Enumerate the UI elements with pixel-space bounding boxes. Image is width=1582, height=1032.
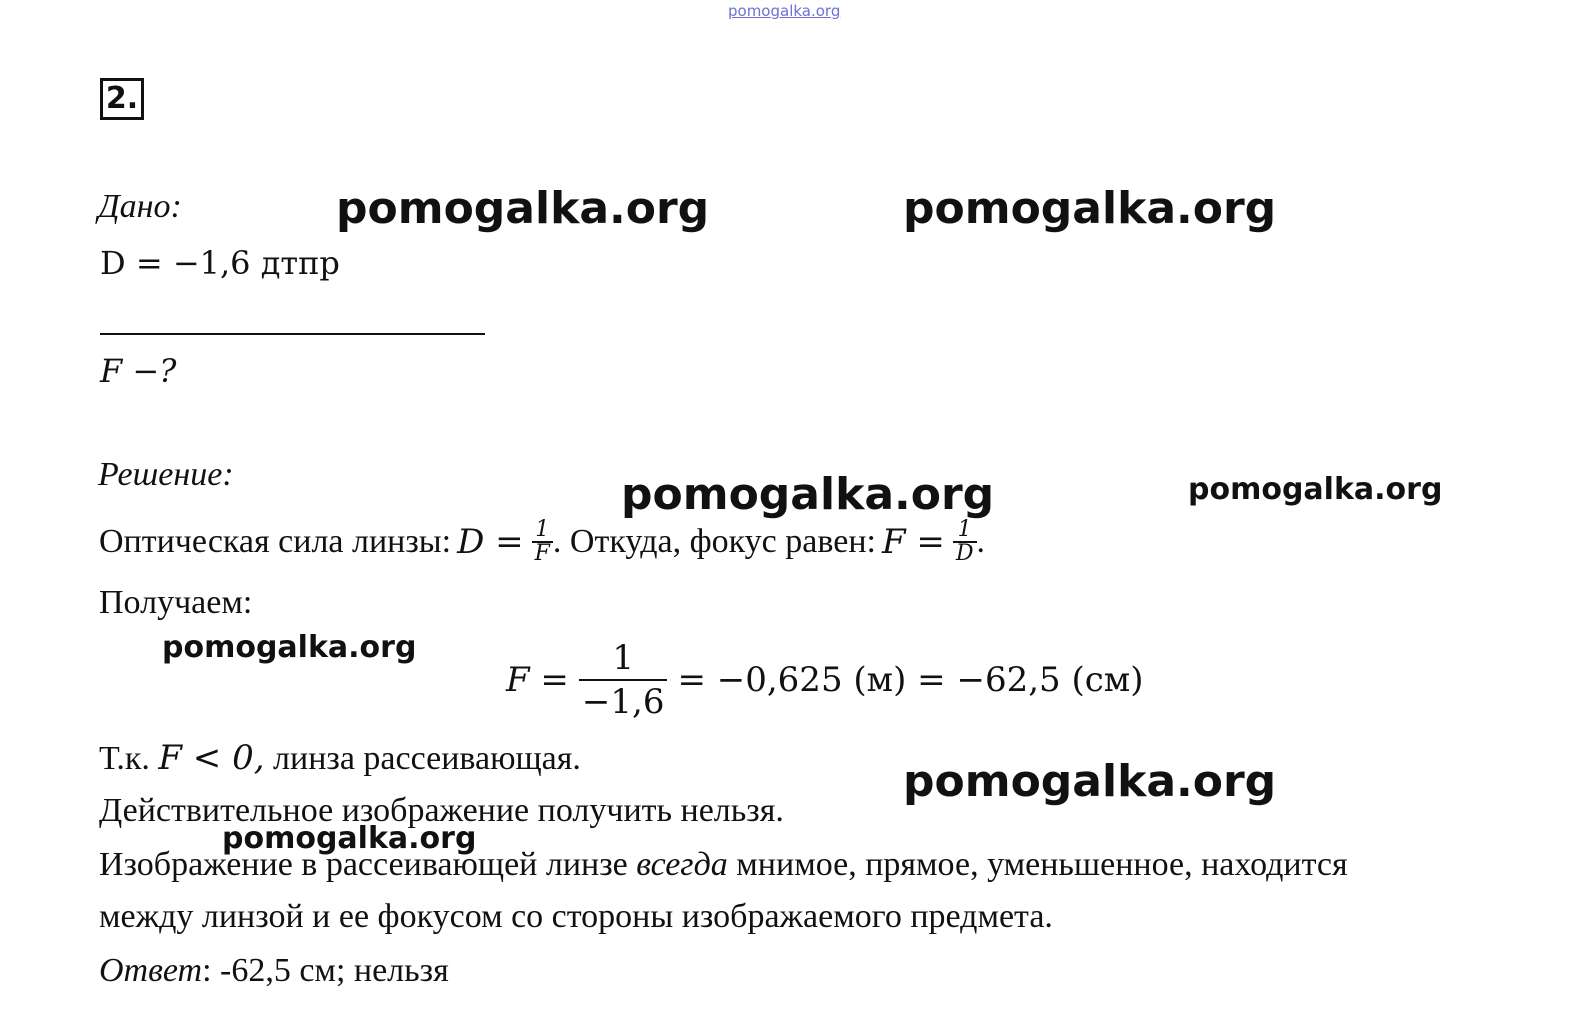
line1-frac2-numerator: 1 <box>957 517 972 542</box>
line1-frac1-numerator: 1 <box>535 517 550 542</box>
solution-line4: Действительное изображение получить нельзя. <box>99 792 784 829</box>
main-formula <box>506 632 1143 728</box>
solution-label: Решение: <box>98 456 234 493</box>
top-watermark-link[interactable]: pomogalka.org <box>728 2 841 20</box>
problem-number: 2. <box>105 81 139 116</box>
solution-line2: Получаем: <box>99 584 253 621</box>
solution-line3 <box>99 738 581 778</box>
line1-formula1: D = <box>457 522 524 562</box>
solution-line1 <box>99 512 985 572</box>
line5-part2: мнимое, прямое, уменьшенное, находится <box>727 846 1348 883</box>
line3-prefix: Т.к. <box>99 740 159 777</box>
line5-italic: всегда <box>636 846 728 883</box>
answer-label: Ответ <box>99 952 203 989</box>
line1-frac1-denominator: F <box>532 541 553 565</box>
line1-fraction1 <box>532 519 553 565</box>
watermark-4: pomogalka.org <box>1188 472 1443 507</box>
answer-text: : -62,5 см; нельзя <box>202 952 449 989</box>
main-formula-fraction <box>579 638 668 722</box>
given-divider <box>100 333 485 335</box>
watermark-3: pomogalka.org <box>621 469 995 520</box>
main-formula-numerator: 1 <box>612 638 634 678</box>
watermark-6: pomogalka.org <box>903 756 1277 807</box>
watermark-2: pomogalka.org <box>903 183 1277 234</box>
solution-line6: между линзой и ее фокусом со стороны изображаемого предмета. <box>99 898 1053 935</box>
line1-formula2: F = <box>881 522 945 562</box>
answer-line <box>99 952 449 990</box>
main-formula-denominator: −1,6 <box>579 679 668 719</box>
given-label: Дано: <box>98 188 182 225</box>
watermark-5: pomogalka.org <box>162 630 417 665</box>
line5-part1: Изображение в рассеивающей линзе <box>99 846 637 883</box>
line1-frac2-denominator: D <box>953 541 977 565</box>
main-formula-lhs: F = <box>506 660 569 700</box>
problem-number-box <box>100 78 144 120</box>
given-value: D = −1,6 дтпр <box>100 244 340 282</box>
watermark-1: pomogalka.org <box>336 183 710 234</box>
line1-text3: . <box>976 523 985 560</box>
main-formula-rhs: = −0,625 (м) = −62,5 (см) <box>677 660 1144 700</box>
watermark-7: pomogalka.org <box>222 821 477 856</box>
find-value: F −? <box>100 352 177 390</box>
line3-suffix: линза рассеивающая. <box>264 740 581 777</box>
line3-math: F < 0, <box>158 738 265 778</box>
line1-fraction2 <box>953 519 977 565</box>
line1-text2: . Откуда, фокус равен: <box>552 523 876 560</box>
line1-text1: Оптическая сила линзы: <box>99 523 452 560</box>
